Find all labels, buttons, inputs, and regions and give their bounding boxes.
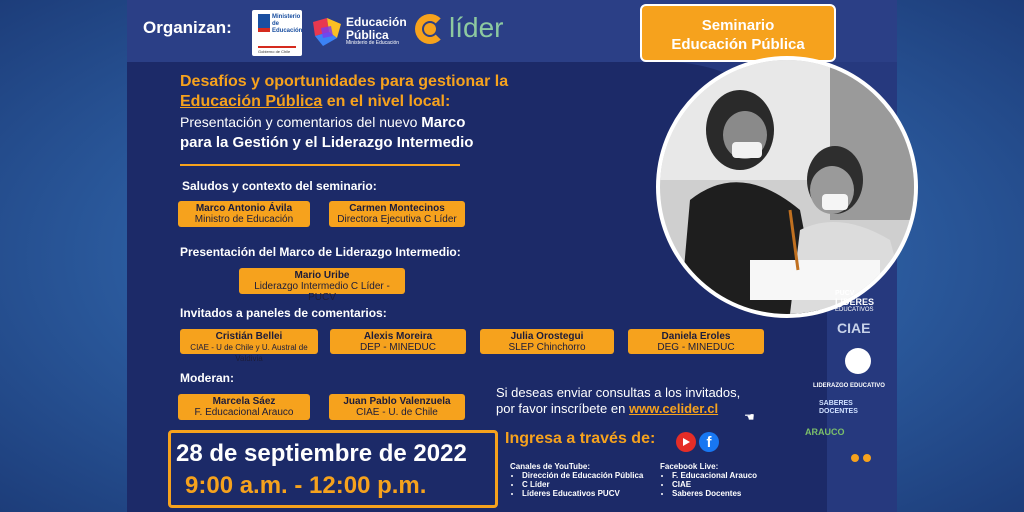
event-title [180,72,610,153]
speaker-role: F. Educacional Arauco [194,407,294,418]
speaker-name: Daniela Eroles [661,331,731,342]
saberes-logo [819,400,858,416]
partner-logos [805,282,895,482]
ep-mark-icon [313,18,341,46]
logo-text: líder [449,12,504,43]
pointer-cursor-icon: ☚ [744,410,755,424]
lideres-logo [835,290,874,314]
speaker-role: Ministro de Educación [194,214,294,225]
query-line-2: por favor inscríbete en [496,401,629,416]
speaker-role: DEP - MINEDUC [360,342,436,353]
speaker-tag [329,201,465,227]
title-highlight: Educación Pública [180,93,323,110]
logo-text: EDUCATIVOS [835,307,874,313]
seminar-badge [640,4,836,62]
event-date: 28 de septiembre de 2022 [176,440,467,467]
title-line-1: Desafíos y oportunidades para gestionar la [180,73,509,90]
speaker-name: Marcela Sáez [212,396,276,407]
page-item[interactable]: • F. Educacional Arauco [672,471,757,480]
access-title: Ingresa a través de: [505,430,656,447]
clider-logo [415,10,515,54]
title-line-2: en el nivel local: [322,93,451,110]
facebook-label: Facebook Live: [660,462,719,471]
logo-text: LIDERES [835,297,875,307]
logo-text: PUCV [835,290,855,297]
youtube-channels [510,462,643,498]
educacion-publica-logo [313,14,421,52]
speaker-tag [178,394,310,420]
speaker-name: Alexis Moreira [363,331,433,342]
speaker-name: Marco Antonio Ávila [195,203,293,214]
query-note [496,385,786,417]
mineduc-logo [252,10,302,56]
photo-teacher-student [656,56,918,318]
speaker-name: Carmen Montecinos [349,203,445,214]
speaker-tag [329,394,465,420]
speaker-role: SLEP Chinchorro [508,342,586,353]
logo-subtext: Gobierno de Chile [258,49,291,54]
facebook-pages [660,462,757,498]
logo-text: Educación [346,15,407,29]
arauco-logo: ARAUCO [805,427,845,437]
speaker-name: Mario Uribe [294,270,350,281]
title-line-3: Presentación y comentarios del nuevo [180,114,422,130]
speaker-role: CIAE - U de Chile y U. Austral de Valdivia [190,343,308,363]
speaker-name: Julia Orostegui [510,331,584,342]
speaker-tag [330,329,466,354]
university-seal-icon [845,348,871,374]
dot-icon [863,454,871,462]
speaker-role: DEG - MINEDUC [657,342,735,353]
channel-item[interactable]: • C Líder [522,480,643,489]
dot-icon [851,454,859,462]
shield-icon [258,14,270,32]
speaker-tag [480,329,614,354]
section-invitados: Invitados a paneles de comentarios: [180,306,387,320]
facebook-icon[interactable]: f [699,432,719,452]
liderazgo-logo: LIDERAZGO EDUCATIVO [813,383,885,389]
channel-item[interactable]: • Líderes Educativos PUCV [522,489,643,498]
speaker-role: Liderazgo Intermedio C Líder - PUCV [254,281,390,303]
speaker-role: Directora Ejecutiva C Líder [337,214,457,225]
section-saludos: Saludos y contexto del seminario: [182,179,377,193]
speaker-tag [178,201,310,227]
speaker-role: CIAE - U. de Chile [356,407,438,418]
youtube-label: Canales de YouTube: [510,462,591,471]
logo-text: Pública [346,28,389,42]
badge-line: Seminario [701,17,775,34]
page-item[interactable]: • CIAE [672,480,757,489]
speaker-tag [180,329,318,363]
speaker-tag [628,329,764,354]
speaker-name: Juan Pablo Valenzuela [343,396,451,407]
section-moderan: Moderan: [180,371,234,385]
logo-text: Ministerio de [272,14,301,27]
logo-text: SABERES [819,400,853,407]
channel-item[interactable]: • Dirección de Educación Pública [522,471,643,480]
title-line-4: para la Gestión y el Liderazgo Intermedio [180,134,474,151]
speaker-tag [239,268,405,303]
badge-line: Educación Pública [671,36,805,53]
ciae-logo: CIAE [837,320,871,336]
event-time: 9:00 a.m. - 12:00 p.m. [185,472,427,499]
logo-text: DOCENTES [819,408,858,415]
youtube-icon[interactable] [676,432,696,452]
celider-link[interactable]: www.celider.cl [628,401,719,416]
query-line-1: Si deseas enviar consultas a los invitados, [496,385,741,400]
organizers-label: Organizan: [143,18,232,37]
logo-subtext: Ministerio de Educación [346,40,400,46]
logo-text: Educación [272,28,303,34]
title-divider [180,164,460,166]
page-item[interactable]: • Saberes Docentes [672,489,757,498]
speaker-name: Cristián Bellei [215,331,283,342]
title-marco: Marco [421,114,466,131]
section-presentacion: Presentación del Marco de Liderazgo Intermedio: [180,245,461,259]
